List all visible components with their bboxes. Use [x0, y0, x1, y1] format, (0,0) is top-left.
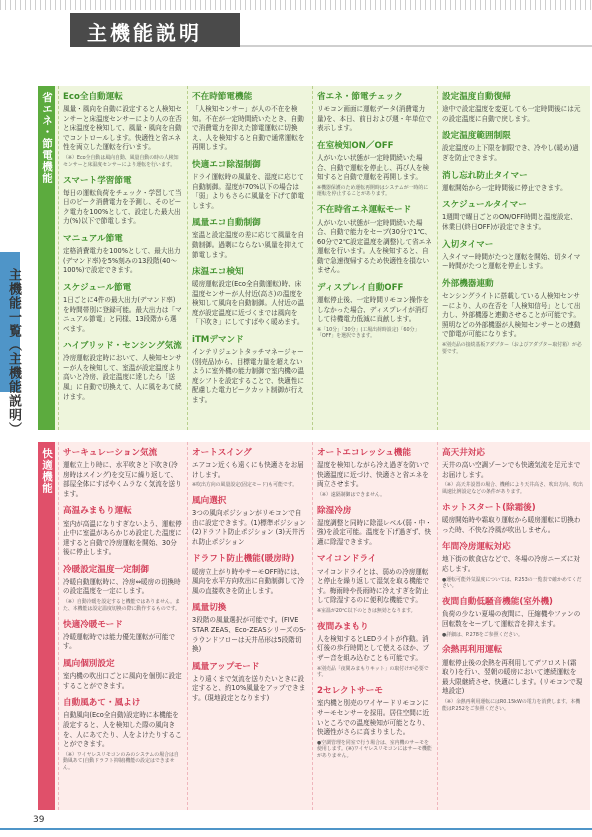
feature-title: ホットスタート(除霜後): [442, 502, 536, 513]
feature-description: 運転停止後、一定時間リモコン操作をしなかった場合、ディスプレイが消灯して待機電力低減に貢献します。: [317, 295, 430, 324]
feature-item: [192, 554, 307, 596]
feature-description: 途中で設定温度を変更しても一定時間後には元の設定温度に自動で戻します。: [442, 105, 581, 123]
feature-description: 室内機と別売のワイヤードリモコンにサーモセンサーを採用。居住空間に近いところでの温度検知が可能となり、快適性がさらに高まりました。: [317, 699, 430, 737]
feature-title: 消し忘れ防止タイマー: [442, 170, 528, 181]
feature-note: ●運転可能外気温度については、P.253の一覧表で確かめてください。: [442, 576, 582, 590]
feature-description: マイコンドライとは、弱めの冷房運転と停止を繰り返して湿気を取る機能です。梅雨時や長雨時に冷えすぎを防止して除湿するのに便利な機能です。: [317, 567, 430, 605]
comfort-col-2: [187, 442, 311, 810]
page-header: [0, 0, 592, 66]
feature-description: 暖房運転設定(Eco全自動運転)時、床温度センサーが人付近(高さ)の温度を検知して風向を自動制御。人付近の温度が設定温度に近づくまでは風向を「下吹き」にしてすばやく暖めます。: [192, 280, 305, 327]
eco-col-1: [58, 86, 186, 430]
feature-item: [63, 341, 182, 402]
feature-description: 3つの風向ポジションがリモコンで自由に設定できます。(1)標準ポジション (2)ドラフト防止ポジション (3)天井汚れ防止ポジション: [192, 509, 307, 546]
feature-description: 湿度を検知しながら冷え過ぎを防いで快適温度に近づけ、快適さと省エネを両立させます。: [317, 461, 430, 489]
feature-description: 人がいない状態が一定時間続いた場合、自動で能力をセーブ(30分で1℃、60分で2℃設定温度を調整)して省エネ運転を行います。人を検知すると、自動で急速復帰するため快適性を損ないません。: [317, 218, 432, 275]
page-title: 主機能説明: [87, 21, 202, 45]
feature-title: 不在時省エネ運転モード: [317, 205, 412, 216]
feature-item: [192, 218, 307, 260]
feature-description: センシングライトに搭載している人検知センサーにより、人の在否を「人検知信号」として出力し、外部機器と連動させることが可能です。照明などの外部機器が人検知センサーとの連動で節電が可能になります。: [442, 291, 581, 339]
feature-item: [63, 448, 182, 499]
feature-description: 室内が高温になりすぎないよう、運転停止中に室温があらかじめ設定した温度に達すると自動で冷房運転を開始、30分後に停止します。: [63, 519, 182, 557]
feature-title: 快適エコ除湿制御: [192, 159, 261, 170]
feature-item: [63, 659, 182, 691]
feature-item: [192, 267, 307, 328]
feature-item: [317, 205, 432, 275]
side-label: 主機能一覧（主機能説明）: [6, 268, 21, 436]
header-rule: [240, 45, 592, 47]
feature-item: [192, 496, 307, 547]
feature-title: 快適冷暖モード: [63, 619, 123, 630]
feature-description: 1日ごとに4件の最大出力(デマンド率)を時間帯別に登録可能。最大出力は「マニュアル節電」と同様、13段階から選べます。: [63, 295, 182, 333]
feature-description: 入タイマー時間がたつと運転を開始、切タイマー時間がたつと運転を停止します。: [442, 252, 581, 271]
feature-description: 運転立上り時に、水平吹きと下吹き(冷房時はスイング)を交互に繰り返して、部屋全体にすばやくムラなく気流を送ります。: [63, 461, 182, 498]
feature-description: 暖房立上がり時やサーモOFF時には、風向を水平方向吹出に自動制御して冷風の直接吹きを防止します。: [192, 567, 305, 595]
feature-title: 省エネ・節電チェック: [317, 92, 403, 102]
feature-title: 風向選択: [192, 496, 227, 507]
feature-item: [63, 620, 182, 652]
feature-item: [317, 554, 432, 614]
feature-description: 3段階の風量選択が可能です。(FIVE STAR ZEAS、Eco-ZEASシリーズのS-ラウンドフローは天井吊形は5段階切換): [192, 616, 306, 654]
feature-title: 在室検知ON／OFF: [317, 140, 394, 151]
feature-title: 高温みまもり運転: [63, 506, 132, 517]
feature-title: 自動風あて・風よけ: [63, 698, 141, 709]
feature-note: ※機器保護のため運転再開時はシステムが一時的に運転を停止することがあります。: [317, 184, 429, 198]
feature-item: [192, 160, 307, 211]
feature-note: （※）Eco全自動は風向自動、風量自動の時の人検知センサーと床温度センサーにより運転を行います。: [63, 154, 179, 168]
feature-item: [192, 335, 307, 405]
feature-title: ドラフト防止機能(暖房時): [192, 554, 295, 565]
feature-title: 高天井対応: [442, 448, 485, 458]
comfort-section: [38, 442, 590, 810]
eco-section-label: 省エネ・節電機能: [38, 86, 55, 430]
feature-item: [442, 448, 583, 496]
feature-title: オートエコレッシュ機能: [317, 448, 411, 458]
eco-section: [38, 86, 590, 430]
feature-item: [192, 448, 307, 489]
bottom-rule: [0, 828, 592, 830]
feature-description: 人を検知するとLEDライトが作動。消灯後の歩行時間として使えるほか、ブザー音を組み込むことも可能です。: [317, 634, 430, 662]
feature-description: 暖房開始時や霜取り運転から暖房運転に切換わった時、不快な冷風が吹出しません。: [442, 516, 581, 534]
feature-item: [63, 506, 182, 557]
feature-description: 室内機の吹出口ごとに風向を個別に設定することができます。: [63, 672, 182, 690]
feature-title: スケジュール節電: [63, 282, 132, 293]
feature-description: 運転停止後の余熱を再利用してデフロスト(霜取り)を行い、翌朝の暖房において連続運転を最大限継続させ、快適にします。(リモコンで現地設定): [442, 658, 583, 696]
feature-description: エアコン近くも遠くにも快適さをお届けします。: [192, 461, 304, 479]
feature-item: [63, 698, 182, 772]
feature-title: 夜間自動低騒音機能(室外機): [442, 597, 553, 608]
feature-note: ※室温が20℃以下のときは無効となります。: [317, 607, 416, 614]
feature-title: 2セレクトサーモ: [317, 686, 383, 697]
feature-title: 床温エコ検知: [192, 267, 244, 278]
feature-item: [192, 92, 307, 153]
feature-item: [317, 686, 432, 760]
feature-item: [63, 283, 182, 334]
feature-item: [442, 503, 583, 535]
feature-note: ●空調管理を同室で行う場合は、室内機のサーモを使用します。(※)ワイヤレスリモコンにはサーモ機能がありません。: [317, 739, 432, 760]
feature-note: （※）余熱再利用運転にはR0.15kWの電力を消費します。本機能はP.252をご参照ください。: [442, 698, 581, 712]
feature-title: Eco全自動運転: [63, 92, 123, 102]
feature-item: [442, 279, 583, 356]
feature-description: 毎日の運転負荷をチェック・学習して当日のピーク消費電力を予測し、そのピーク電力を100%として、設定した最大出力(%)以下で節電します。: [63, 188, 182, 226]
feature-description: インテリジェントタッチマネージャー(別売品)から、目標電力量を超えないように室外機の能力制御で室内機の温度シフトを設定することで、快適性に配慮した電力ピークカット制御が行えます。: [192, 348, 305, 404]
feature-title: 風量アップモード: [192, 661, 260, 672]
feature-title: 設定温度範囲制限: [442, 131, 511, 142]
feature-title: 夜間みまもり: [317, 621, 369, 632]
feature-description: 設定温度の上下限を制限でき、冷やし(暖め)過ぎを防止できます。: [442, 144, 579, 162]
feature-note: （※）高天井設置の場合、機種により天井高さ、吹出方向、吹出風速比例設定などの条件があります。: [442, 482, 583, 496]
feature-title: ハイブリッド・センシング気流: [63, 341, 182, 352]
feature-description: 冷暖運転時では能力優先運転が可能です。: [63, 632, 176, 651]
feature-note: ※「10分」「30分」(工場出荷時設定)「60分」「OFF」を選択できます。: [317, 326, 420, 340]
feature-title: 冷暖設定温度一定制御: [63, 564, 149, 575]
feature-title: ディスプレイ自動OFF: [317, 282, 404, 293]
feature-item: [63, 176, 182, 227]
feature-item: [442, 645, 583, 712]
feature-item: [317, 506, 432, 548]
feature-note: ※別売品の接続基板アダプター（およびアダプター取付箱）が必要です。: [442, 341, 582, 355]
feature-item: [192, 603, 307, 654]
feature-description: 「人検知センサー」が人の不在を検知。不在が一定時間続いたとき、自動で消費電力を抑えた節電運転に切換え、人を検知すると自動で通常運転を再開します。: [192, 105, 305, 152]
feature-item: [442, 131, 583, 163]
feature-item: [442, 542, 583, 590]
eco-col-2: [187, 86, 311, 430]
feature-title: 除湿冷房: [317, 505, 352, 516]
feature-item: [63, 565, 182, 613]
feature-description: ドライ運転時の風量を、湿度に応じて自動制御。湿度が70%以下の場合は「弱」よりもさらに風量を下げて節電します。: [192, 173, 305, 210]
feature-description: リモコン画面に運転データ(消費電力量)を、本日、前日および週・年単位で表示します。: [317, 105, 432, 133]
feature-note: （※）遠隔制御はできません。: [317, 491, 385, 498]
eco-col-4: [437, 86, 587, 430]
feature-description: 人がいない状態が一定時間続いた場合、自動で運転を停止し、再び人を検知すると自動で運転を再開します。: [317, 153, 430, 182]
comfort-section-label: 快適機能: [38, 442, 55, 810]
feature-item: [317, 92, 432, 134]
feature-title: 不在時節電機能: [192, 92, 253, 102]
feature-item: [442, 240, 583, 272]
feature-item: [317, 141, 432, 199]
feature-title: スケジュールタイマー: [442, 200, 527, 211]
feature-item: [63, 234, 182, 276]
feature-description: より遠くまで気流を送りたいときに設定すると、約10%風量をアップできます。(現地設定となります): [192, 674, 306, 702]
feature-title: 外部機器連動: [442, 278, 494, 289]
page-number: 39: [33, 815, 45, 825]
feature-description: 定格消費電力を100%として、最大出力(デマンド率)を5%刻みの13段階(40〜100%)で設定できます。: [63, 247, 181, 275]
feature-title: サーキュレーション気流: [63, 448, 158, 458]
comfort-col-4: [437, 442, 587, 810]
feature-item: [317, 622, 432, 680]
feature-description: 冷房運転設定時において、人検知センサーが人を検知して、室温が設定温度より高いと冷房、設定温度に達したら「送風」に自動で切換えて、人に風をあて続けます。: [63, 354, 182, 401]
feature-item: [317, 448, 432, 499]
feature-description: 冷暖自動運転時に、冷房⇔暖房の切換時の設定温度を一定にします。: [63, 577, 181, 596]
eco-col-3: [312, 86, 436, 430]
feature-note: ※吹出方向の風量設定(固定モード)も可能です。: [192, 482, 298, 489]
feature-item: [442, 171, 583, 194]
feature-description: 自動風向(Eco全自動)設定時に本機能を設定すると、人を検知した際の風向きを、人にあてたり、人をよけたりすることができます。: [63, 711, 182, 749]
feature-description: 湿度調整と同時に除湿レベル(弱・中・強)を設定可能。温度を下げ過ぎず、快適に除湿できます。: [317, 518, 432, 546]
feature-note: （※）自動冷暖を設定すると機能ではありません。また、本機能は設定温度切換の際に動作するものです。: [63, 598, 180, 612]
feature-description: 運転開始から一定時間後に停止できます。: [442, 183, 567, 192]
feature-note: ●詳細は、P.278をご参照ください。: [442, 631, 523, 638]
feature-item: [442, 92, 583, 124]
feature-title: マイコンドライ: [317, 554, 377, 565]
feature-item: [63, 92, 182, 169]
feature-note: ※別売品「夜間みまもりキット」の取付けが必要です。: [317, 665, 429, 679]
feature-title: 風向個別設定: [63, 658, 115, 669]
feature-description: 天井の高い空調ゾーンでも快適気流を足元までお届けします。: [442, 461, 581, 479]
comfort-col-3: [312, 442, 436, 810]
feature-description: 負荷の少ない夏場の夜間に、圧縮機やファンの回転数をセーブして運転音を抑えます。: [442, 610, 581, 628]
feature-title: iTMデマンド: [192, 334, 244, 345]
feature-description: 1週間で曜日ごとのON/OFF時間と温度設定、休業日(終日OFF)が設定できます。: [442, 213, 577, 231]
feature-description: 風量・風向を自動に設定すると人検知センサーと床温度センサーにより人の在否と床温度を検知して、風量・風向を自動でコントロールします。快適性と省エネ性を両立した運転を行います。: [63, 105, 182, 152]
feature-title: スマート学習節電: [63, 175, 132, 186]
comfort-col-1: [58, 442, 186, 810]
feature-title: 風量切換: [192, 603, 227, 614]
feature-note: （※）ワイヤレスリモコンのみのシステムの場合は自動風あて(自動ドラフト抑制)機能の設定はできません。: [63, 751, 179, 772]
feature-title: 入切タイマー: [442, 239, 494, 250]
feature-item: [442, 200, 583, 232]
feature-title: オートスイング: [192, 448, 252, 458]
feature-title: マニュアル節電: [63, 233, 123, 244]
feature-title: 設定温度自動復帰: [442, 92, 511, 102]
feature-item: [192, 662, 307, 704]
feature-description: 室温と設定温度の差に応じて風量を自動制御。過剰にならない風量を抑えて節電します。: [192, 231, 305, 259]
feature-item: [442, 597, 583, 638]
feature-title: 風量エコ自動制御: [192, 218, 261, 229]
feature-title: 余熱再利用運転: [442, 645, 503, 656]
feature-item: [317, 283, 432, 341]
feature-description: 地下街の飲食店などで、冬場の冷房ニーズに対応します。: [442, 555, 581, 573]
feature-title: 年間冷房運転対応: [442, 542, 511, 553]
